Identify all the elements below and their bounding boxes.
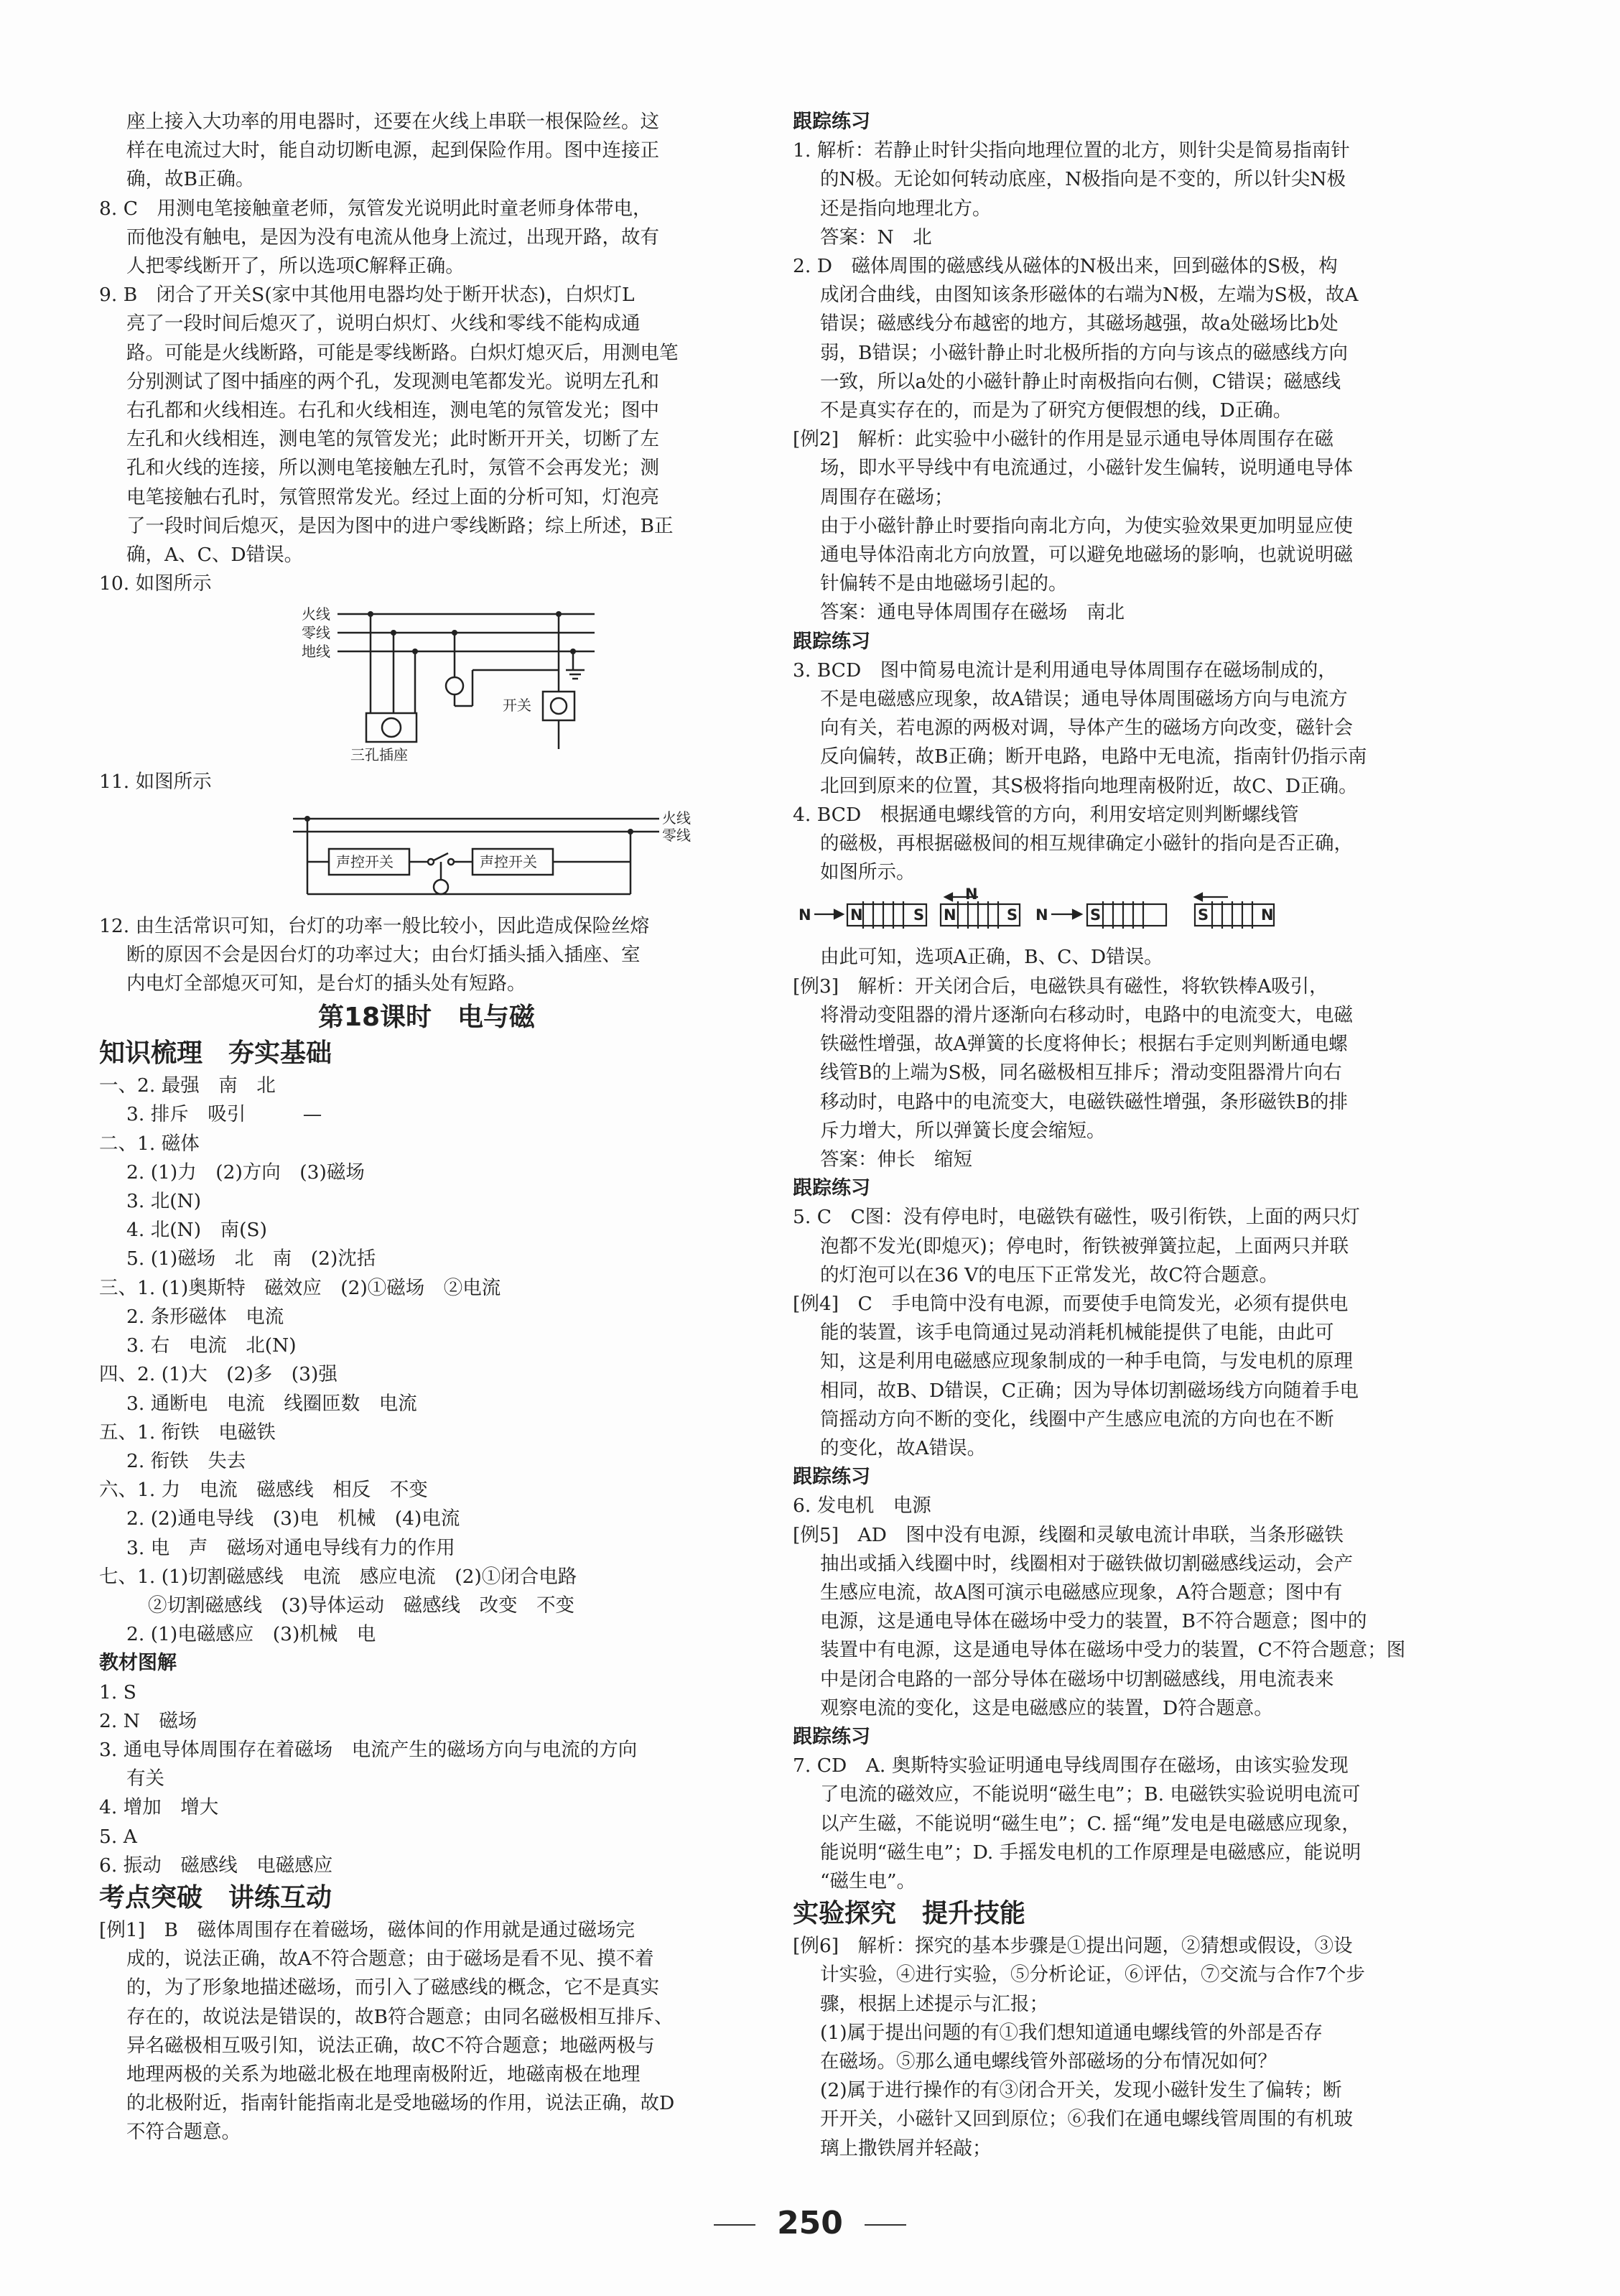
- text-line: 座上接入大功率的用电器时，还要在火线上串联一根保险丝。这: [126, 111, 659, 133]
- text-line: 观察电流的变化，这是电磁感应的装置，D符合题意。: [820, 1696, 1273, 1719]
- text-line: 璃上撒铁屑并轻敲；: [820, 2137, 992, 2160]
- text-line: 针偏转不是由地磁场引起的。: [820, 572, 1068, 595]
- lesson-title: 第18课时 电与磁: [317, 1003, 536, 1033]
- text-line: 7. CD A. 奥斯特实验证明通电导线周围存在磁场，由该实验发现: [793, 1754, 1349, 1777]
- text-line: 而他没有触电，是因为没有电流从他身上流过，出现开路，故有: [126, 226, 659, 248]
- example-1: [99, 1916, 754, 2147]
- text-line: 中是闭合电路的一部分导体在磁场中切割磁感线，用电流表来: [820, 1668, 1334, 1691]
- list-item: 六、1. 力 电流 磁感线 相反 不变: [99, 1479, 428, 1502]
- label-sound-switch-1: 声控开关: [336, 852, 394, 870]
- list-item: 五、1. 衔铁 电磁铁: [99, 1421, 276, 1444]
- list-item: 2. (2)通电导线 (3)电 机械 (4)电流: [126, 1507, 460, 1530]
- answer-line: 答案：通电导体周围存在磁场 南北: [820, 601, 1125, 624]
- pole-s: S: [913, 906, 925, 924]
- text-line: 断的原因不会是因台灯的功率过大；由台灯插头插入插座、室: [126, 943, 641, 966]
- label-sound-switch-2: 声控开关: [480, 852, 537, 870]
- example-6: [793, 1932, 1511, 2163]
- left-column: [99, 108, 754, 2147]
- text-line: 周围存在磁场；: [820, 485, 954, 508]
- text-line: 知，这是利用电磁感应现象制成的一种手电筒，与发电机的原理: [820, 1350, 1353, 1373]
- text-line: 不是真实存在的，而是为了研究方便假想的线，D正确。: [820, 399, 1293, 422]
- text-line: 场，即水平导线中有电流通过，小磁针发生偏转，说明通电导体: [820, 457, 1353, 480]
- label-socket: 三孔插座: [350, 746, 408, 764]
- list-item: ②切割磁感线 (3)导体运动 磁感线 改变 不变: [148, 1594, 575, 1617]
- knowledge-list: [99, 1072, 754, 1649]
- text-line: 异名磁极相互吸引知，说法正确，故C不符合题意；地磁两极与: [126, 2034, 655, 2057]
- text-line: 12. 由生活常识可知，台灯的功率一般比较小，因此造成保险丝熔: [99, 914, 650, 937]
- figure-4-solenoids: [793, 887, 1511, 943]
- pole-n: N: [965, 887, 978, 903]
- text-line: 由于小磁针静止时要指向南北方向，为使实验效果更加明显应使: [820, 514, 1353, 537]
- list-item: 3. 排斥 吸引 —: [126, 1103, 322, 1126]
- figure-10-wiring: [99, 598, 754, 768]
- text-line: 的N极。无论如何转动底座，N极指向是不变的，所以针尖N极: [820, 168, 1346, 191]
- pole-s: S: [1090, 906, 1102, 924]
- page-number: 250: [777, 2205, 843, 2241]
- section-heading: 考点突破 讲练互动: [99, 1882, 332, 1912]
- text-line: 的灯泡可以在36 V的电压下正常发光，故C符合题意。: [820, 1263, 1279, 1286]
- text-line: (2)属于进行操作的有③闭合开关，发现小磁针发生了偏转；断: [820, 2079, 1342, 2102]
- textbook-figure-answers: [99, 1678, 754, 1880]
- text-line: 确，A、C、D错误。: [126, 544, 304, 567]
- list-item: 2. N 磁场: [99, 1709, 197, 1732]
- text-line: 相同，故B、D错误，C正确；因为导体切割磁场线方向随着手电: [820, 1379, 1359, 1402]
- label-neutral: 零线: [302, 624, 330, 642]
- pole-n: N: [944, 906, 956, 924]
- list-item: 2. 衔铁 失去: [126, 1449, 246, 1472]
- text-line: 北回到原来的位置，其S极将指向地理南极附近，故C、D正确。: [820, 774, 1358, 797]
- right-column: [793, 108, 1511, 2163]
- text-line: 筒摇动方向不断的变化，线圈中产生感应电流的方向也在不断: [820, 1408, 1334, 1431]
- text-line: 1. 解析：若静止时针尖指向地理位置的北方，则针尖是简易指南针: [793, 139, 1350, 162]
- practice-5: [793, 1203, 1511, 1290]
- text-line: 左孔和火线相连，测电笔的氖管发光；此时断开开关，切断了左: [126, 428, 659, 451]
- text-line: (1)属于提出问题的有①我们想知道通电螺线管的外部是否存: [820, 2021, 1323, 2044]
- text-line: 8. C 用测电笔接触童老师，氖管发光说明此时童老师身体带电，: [99, 197, 652, 220]
- text-line: 斥力增大，所以弹簧长度会缩短。: [820, 1119, 1106, 1142]
- list-item: 一、2. 最强 南 北: [99, 1074, 276, 1097]
- text-line: 孔和火线的连接，所以测电笔接触左孔时，氖管不会再发光；测: [126, 457, 659, 480]
- text-line: 地理两极的关系为地磁北极在地理南极附近，地磁南极在地理: [126, 2063, 641, 2086]
- text-line: “磁生电”。: [820, 1869, 916, 1892]
- list-item: 6. 振动 磁感线 电磁感应: [99, 1854, 333, 1877]
- text-line: 的磁极，再根据磁极间的相互规律确定小磁针的指向是否正确，: [820, 832, 1353, 855]
- example-2: [793, 425, 1511, 627]
- text-line: 铁磁性增强，故A弹簧的长度将伸长；根据右手定则判断通电螺: [820, 1033, 1348, 1056]
- answer-line: 答案：N 北: [820, 226, 932, 248]
- list-item: 有关: [126, 1767, 164, 1790]
- list-item: 5. A: [99, 1825, 137, 1848]
- text-line: 右孔都和火线相连。右孔和火线相连，测电笔的氖管发光；图中: [126, 399, 659, 422]
- text-line: 成闭合曲线，由图知该条形磁体的右端为N极，左端为S极，故A: [820, 284, 1359, 307]
- list-item: 七、1. (1)切割磁感线 电流 感应电流 (2)①闭合电路: [99, 1565, 577, 1588]
- text-line: 9. B 闭合了开关S(家中其他用电器均处于断开状态)，白炽灯L: [99, 284, 635, 307]
- text-line: 如图所示。: [820, 861, 916, 884]
- text-line: 向有关，若电源的两极对调，导体产生的磁场方向改变，磁针会: [820, 717, 1353, 740]
- practice-7: [793, 1752, 1511, 1896]
- label-neutral: 零线: [662, 826, 691, 844]
- text-line: 不符合题意。: [126, 2121, 241, 2144]
- text-line: [例6] 解析：探究的基本步骤是①提出问题，②猜想或假设，③设: [793, 1935, 1353, 1958]
- text-line: 存在的，故说法是错误的，故B符合题意；由同名磁极相互排斥、: [126, 2005, 674, 2028]
- answer-9: [99, 281, 754, 570]
- text-line: [例1] B 磁体周围存在着磁场，磁体间的作用就是通过磁场完: [99, 1918, 636, 1941]
- list-item: 三、1. (1)奥斯特 磁效应 (2)①磁场 ②电流: [99, 1276, 501, 1299]
- pole-n: N: [850, 906, 863, 924]
- answer-12: [99, 912, 754, 999]
- answer-8: [99, 195, 754, 282]
- divider: [865, 2224, 906, 2226]
- text-line: 弱，B错误；小磁针静止时北极所指的方向与该点的磁感线方向: [820, 341, 1348, 364]
- practice-4: [793, 801, 1511, 888]
- text-line: 的变化，故A错误。: [820, 1436, 987, 1459]
- section-heading: 实验探究 提升技能: [793, 1899, 1026, 1929]
- answer-line: 答案：伸长 缩短: [820, 1148, 972, 1171]
- text-line: 以产生磁，不能说明“磁生电”；C. 摇“绳”发电是电磁感应现象，: [820, 1812, 1361, 1835]
- label-ground: 地线: [302, 643, 330, 661]
- text-line: 电源，这是通电导体在磁场中受力的装置，B不符合题意；图中的: [820, 1610, 1367, 1633]
- text-line: 开开关，小磁针又回到原位；⑥我们在通电螺线管周围的有机玻: [820, 2108, 1353, 2131]
- text-line: 装置中有电源，这是通电导体在磁场中受力的装置，C不符合题意；图: [820, 1639, 1406, 1662]
- label-live: 火线: [662, 809, 691, 827]
- text-line: 反向偏转，故B正确；断开电路，电路中无电流，指南针仍指示南: [820, 745, 1367, 768]
- text-line: 还是指向地理北方。: [820, 197, 992, 220]
- list-item: 3. 通断电 电流 线圈匝数 电流: [126, 1392, 417, 1415]
- text-line: 由此可知，选项A正确，B、C、D错误。: [820, 946, 1163, 969]
- list-item: 二、1. 磁体: [99, 1132, 200, 1155]
- label-live: 火线: [302, 605, 330, 623]
- pole-n: N: [1261, 906, 1274, 924]
- text-line: 计实验，④进行实验，⑤分析论证，⑥评估，⑦交流与合作7个步: [820, 1963, 1365, 1986]
- subsection-heading: 跟踪练习: [793, 1725, 870, 1748]
- text-line: 了电流的磁效应，不能说明“磁生电”；B. 电磁铁实验说明电流可: [820, 1783, 1361, 1806]
- list-item: 2. 条形磁体 电流: [126, 1305, 284, 1328]
- answer-10: 10. 如图所示: [99, 572, 212, 595]
- text-line: 能说明“磁生电”；D. 手摇发电机的工作原理是电磁感应，能说明: [820, 1841, 1361, 1864]
- divider: [714, 2224, 755, 2226]
- text-line: 的，为了形象地描述磁场，而引入了磁感线的概念，它不是真实: [126, 1976, 659, 1999]
- page-footer: [0, 2205, 1620, 2241]
- section-heading: 知识梳理 夯实基础: [99, 1038, 332, 1069]
- subsection-heading: 跟踪练习: [793, 630, 870, 653]
- pole-n: N: [1035, 906, 1048, 924]
- wiring-diagram-10: [99, 598, 754, 768]
- wiring-diagram-11: [99, 797, 754, 912]
- label-switch: 开关: [503, 697, 531, 715]
- text-line: 分别测试了图中插座的两个孔，发现测电笔都发光。说明左孔和: [126, 370, 659, 393]
- subsection-heading: 跟踪练习: [793, 1177, 870, 1200]
- subsection-heading: 跟踪练习: [793, 111, 870, 133]
- list-item: 2. (1)力 (2)方向 (3)磁场: [126, 1161, 365, 1184]
- practice-1: [793, 136, 1511, 252]
- text-line: 了一段时间后熄灭，是因为图中的进户零线断路；综上所述，B正: [126, 514, 674, 537]
- text-line: [例5] AD 图中没有电源，线圈和灵敏电流计串联，当条形磁铁: [793, 1523, 1344, 1546]
- list-item: 2. (1)电磁感应 (3)机械 电: [126, 1623, 376, 1646]
- pole-n: N: [799, 906, 811, 924]
- text-line: 样在电流过大时，能自动切断电源，起到保险作用。图中连接正: [126, 139, 659, 162]
- list-item: 3. 电 声 磁场对通电导线有力的作用: [126, 1536, 455, 1559]
- text-line: 成的，说法正确，故A不符合题意；由于磁场是看不见、摸不着: [126, 1948, 654, 1971]
- solenoid-diagram: [793, 887, 1511, 943]
- text-line: 不是电磁感应现象，故A错误；通电导体周围磁场方向与电流方: [820, 688, 1348, 711]
- list-item: 4. 增加 增大: [99, 1796, 219, 1819]
- text-line: 移动时，电路中的电流变大，电磁铁磁性增强，条形磁铁B的排: [820, 1090, 1348, 1113]
- text-line: 将滑动变阻器的滑片逐渐向右移动时，电路中的电流变大，电磁: [820, 1003, 1353, 1026]
- text-line: 5. C C图：没有停电时，电磁铁有磁性，吸引衔铁，上面的两只灯: [793, 1206, 1360, 1229]
- pole-s: S: [1007, 906, 1018, 924]
- list-item: 3. 右 电流 北(N): [126, 1334, 297, 1357]
- subsection-heading: 教材图解: [99, 1652, 177, 1675]
- text-line: 4. BCD 根据通电螺线管的方向，利用安培定则判断螺线管: [793, 803, 1299, 826]
- text-line: 确，故B正确。: [126, 168, 255, 191]
- list-item: 1. S: [99, 1681, 136, 1704]
- practice-2: [793, 252, 1511, 425]
- text-line: 抽出或插入线圈中时，线圈相对于磁铁做切割磁感线运动，会产: [820, 1552, 1353, 1575]
- text-line: [例3] 解析：开关闭合后，电磁铁具有磁性，将软铁棒A吸引，: [793, 975, 1328, 998]
- text-line: 电笔接触右孔时，氖管照常发光。经过上面的分析可知，灯泡亮: [126, 485, 659, 508]
- text-line: 通电导体沿南北方向放置，可以避免地磁场的影响，也就说明磁: [820, 544, 1353, 567]
- text-line: 3. BCD 图中简易电流计是利用通电导体周围存在磁场制成的，: [793, 659, 1337, 682]
- text-line: 一致，所以a处的小磁针静止时南极指向右侧，C错误；磁感线: [820, 370, 1341, 393]
- answer-11: 11. 如图所示: [99, 771, 212, 794]
- text-line: 2. D 磁体周围的磁感线从磁体的N极出来，回到磁体的S极，构: [793, 255, 1338, 278]
- subsection-heading: 跟踪练习: [793, 1466, 870, 1489]
- list-item: 5. (1)磁场 北 南 (2)沈括: [126, 1247, 376, 1270]
- text-line: 内电灯全部熄灭可知，是台灯的插头处有短路。: [126, 972, 526, 995]
- figure-11-wiring: [99, 797, 754, 912]
- text-line: [例4] C 手电筒中没有电源，而要使手电筒发光，必须有提供电: [793, 1292, 1349, 1315]
- pole-s: S: [1198, 906, 1209, 924]
- example-5: [793, 1521, 1511, 1723]
- practice-3: [793, 656, 1511, 801]
- text-line: 亮了一段时间后熄灭了，说明白炽灯、火线和零线不能构成通: [126, 312, 641, 335]
- text-line: 线管B的上端为S极，同名磁极相互排斥；滑动变阻器滑片向右: [820, 1061, 1342, 1084]
- intro-paragraph: [99, 108, 754, 195]
- practice-6: 6. 发电机 电源: [793, 1495, 931, 1518]
- text-line: [例2] 解析：此实验中小磁针的作用是显示通电导体周围存在磁: [793, 428, 1334, 451]
- text-line: 生感应电流，故A图可演示电磁感应现象，A符合题意；图中有: [820, 1581, 1343, 1604]
- example-3: [793, 972, 1511, 1174]
- text-line: 泡都不发光(即熄灭)；停电时，衔铁被弹簧拉起，上面两只并联: [820, 1235, 1349, 1258]
- list-item: 3. 北(N): [126, 1190, 202, 1213]
- list-item: 4. 北(N) 南(S): [126, 1219, 267, 1242]
- list-item: 3. 通电导体周围存在着磁场 电流产生的磁场方向与电流的方向: [99, 1738, 638, 1761]
- text-line: 错误；磁感线分布越密的地方，其磁场越强，故a处磁场比b处: [820, 312, 1339, 335]
- text-line: 的北极附近，指南针能指南北是受地磁场的作用，说法正确，故D: [126, 2092, 675, 2115]
- text-line: 能的装置，该手电筒通过晃动消耗机械能提供了电能，由此可: [820, 1321, 1334, 1344]
- example-4: [793, 1290, 1511, 1463]
- list-item: 四、2. (1)大 (2)多 (3)强: [99, 1363, 338, 1386]
- text-line: 人把零线断开了，所以选项C解释正确。: [126, 255, 465, 278]
- text-line: 路。可能是火线断路，可能是零线断路。白炽灯熄灭后，用测电笔: [126, 341, 679, 364]
- text-line: 在磁场。⑤那么通电螺线管外部磁场的分布情况如何？: [820, 2050, 1277, 2073]
- text-line: 骤，根据上述提示与汇报；: [820, 1992, 1048, 2015]
